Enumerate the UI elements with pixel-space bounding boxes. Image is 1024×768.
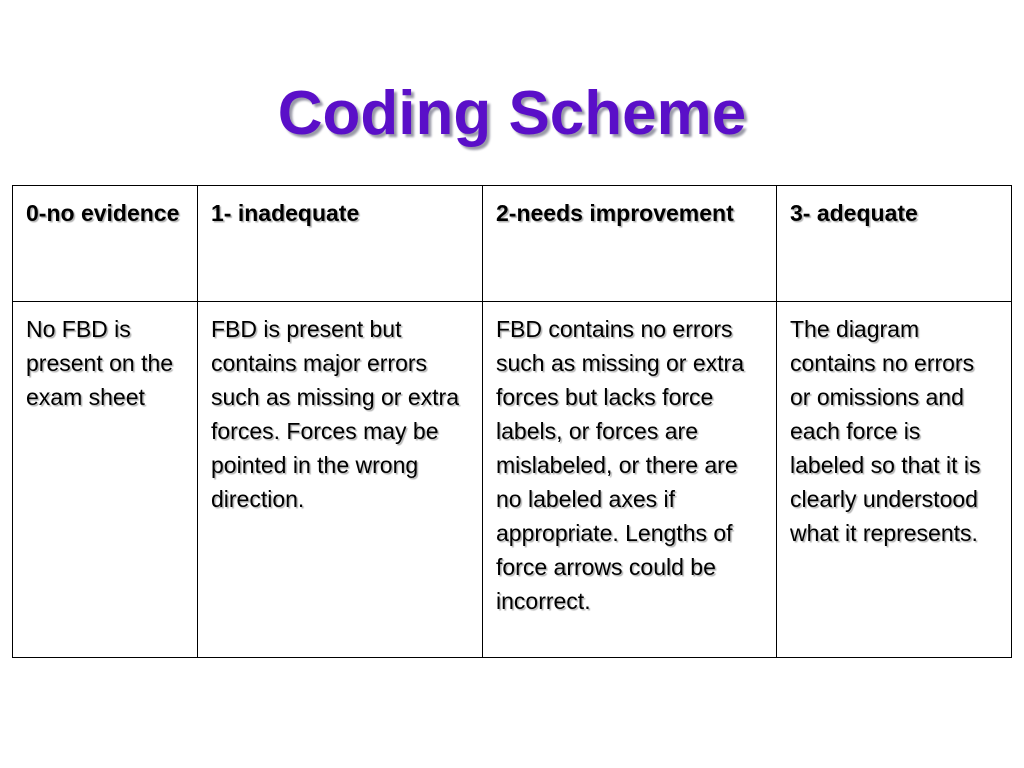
coding-scheme-table (12, 185, 1012, 658)
table-cell-3-adequate: The diagram contains no errors or omissions and each force is labeled so that it is clearly understood what it represents. (777, 302, 1012, 658)
table-row (13, 302, 1012, 658)
table-cell-1-inadequate: FBD is present but contains major errors such as missing or extra forces. Forces may be pointed in the wrong direction. (198, 302, 483, 658)
slide-title: Coding Scheme (277, 79, 747, 148)
header-cell-3-adequate: 3- adequate (777, 186, 1012, 302)
table-cell-0-no-evidence: No FBD is present on the exam sheet (13, 302, 198, 658)
header-cell-0-no-evidence: 0-no evidence (13, 186, 198, 302)
header-row (13, 186, 1012, 302)
header-cell-2-needs-improvement: 2-needs improvement (483, 186, 777, 302)
table-cell-2-needs-improvement: FBD contains no errors such as missing or extra forces but lacks force labels, or forces are mislabeled, or there are no labeled axes if appropriate. Lengths of force arrows could be incorrect. (483, 302, 777, 658)
header-cell-1-inadequate: 1- inadequate (198, 186, 483, 302)
